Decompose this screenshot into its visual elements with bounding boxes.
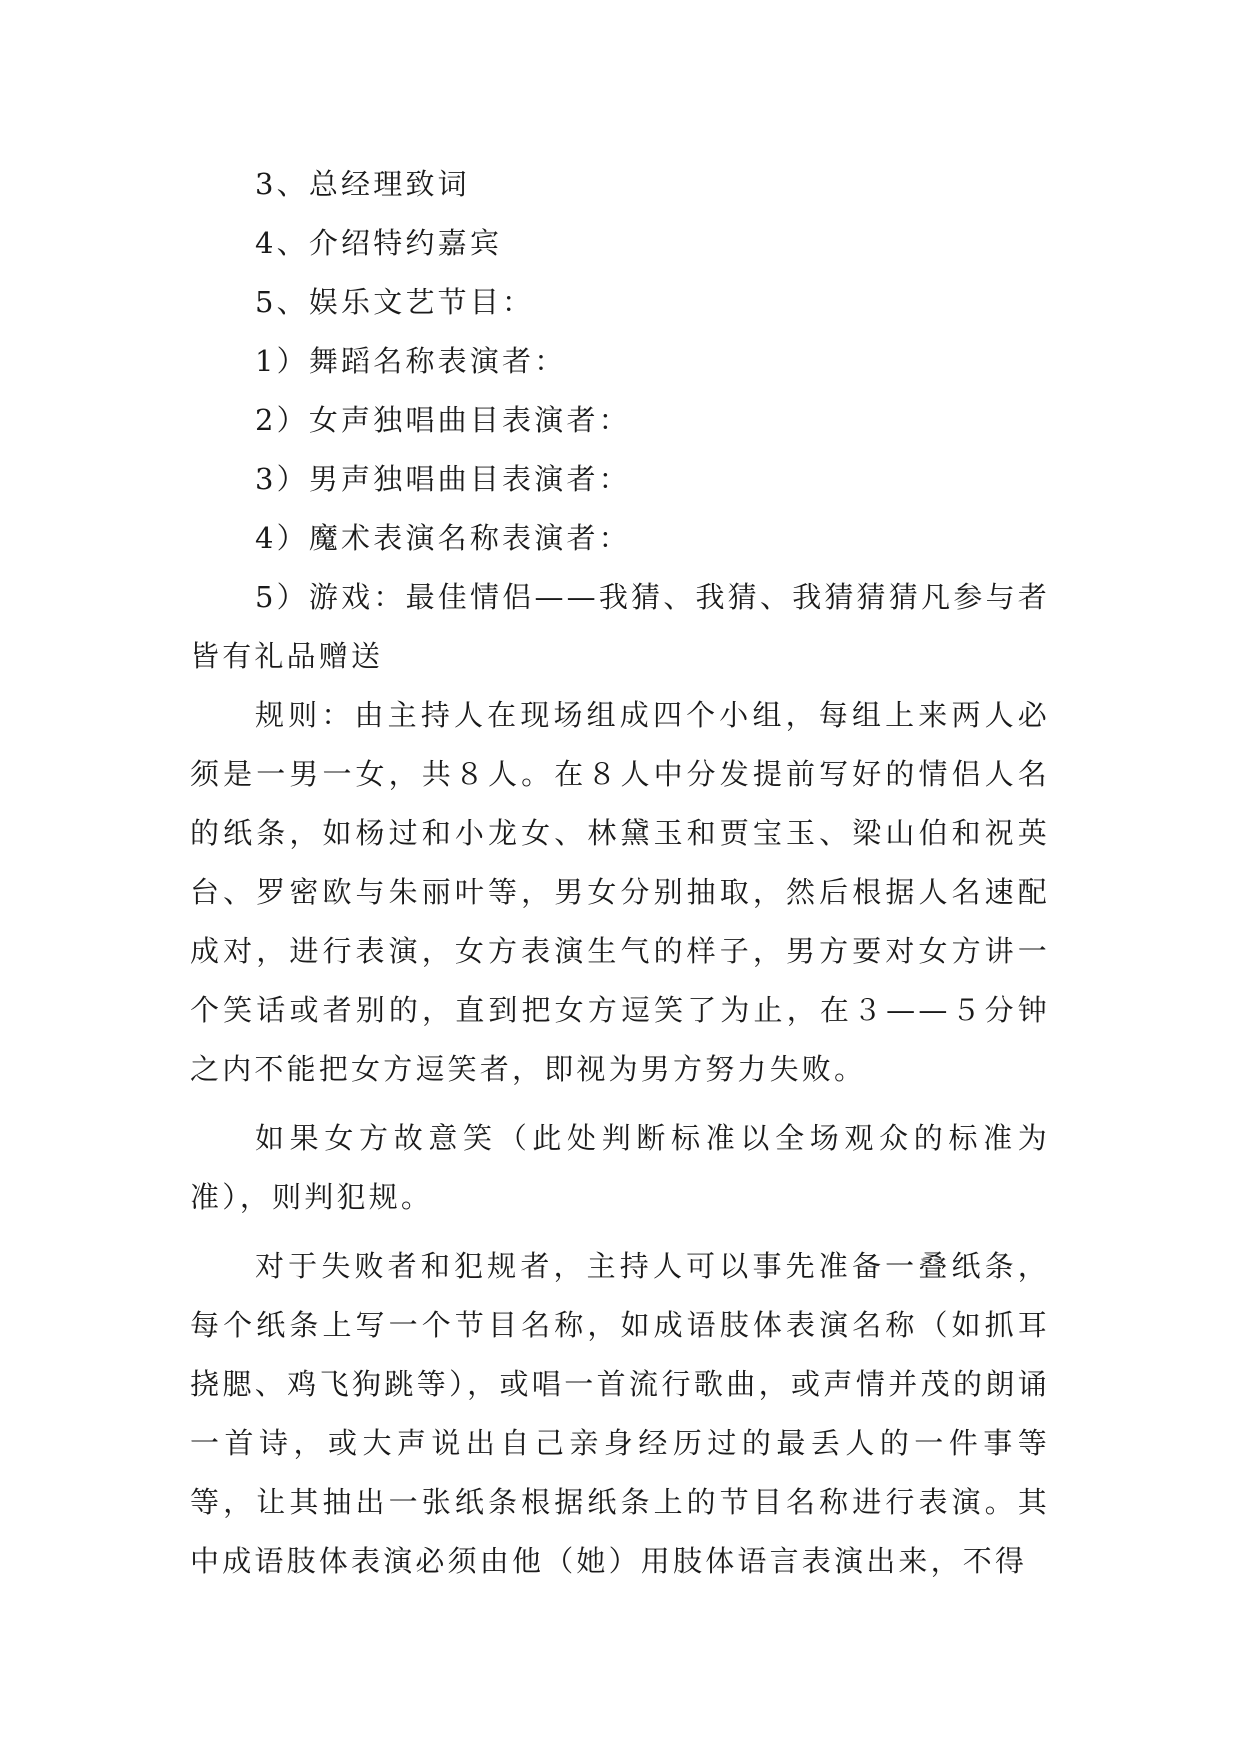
paragraph-guest-intro: 4、介绍特约嘉宾 bbox=[255, 226, 503, 260]
paragraph-foul: 如果女方故意笑（此处判断标准以全场观众的标准为准），则判犯规。 bbox=[190, 1121, 1050, 1214]
paragraph-dance: 1）舞蹈名称表演者： bbox=[255, 344, 567, 378]
document-body bbox=[190, 155, 1050, 1591]
paragraph-entertainment: 5、娱乐文艺节目： bbox=[255, 285, 535, 319]
paragraph-speech: 3、总经理致词 bbox=[255, 167, 470, 201]
paragraph-male-solo: 3）男声独唱曲目表演者： bbox=[255, 462, 631, 496]
paragraph-game: 5）游戏：最佳情侣——我猜、我猜、我猜猜猜凡参与者皆有礼品赠送 bbox=[190, 580, 1050, 673]
paragraph-female-solo: 2）女声独唱曲目表演者： bbox=[255, 403, 631, 437]
paragraph-penalty: 对于失败者和犯规者，主持人可以事先准备一叠纸条，每个纸条上写一个节目名称，如成语肢体表演名称（如抓耳挠腮、鸡飞狗跳等），或唱一首流行歌曲，或声情并茂的朗诵一首诗，或大声说出自己亲身经历过的最丢人的一件事等等，让其抽出一张纸条根据纸条上的节目名称进行表演。其中成语肢体表演必须由他（她）用肢体语言表演出来，不得 bbox=[190, 1249, 1050, 1578]
paragraph-rules: 规则：由主持人在现场组成四个小组，每组上来两人必须是一男一女，共８人。在８人中分发提前写好的情侣人名的纸条，如杨过和小龙女、林黛玉和贾宝玉、梁山伯和祝英台、罗密欧与朱丽叶等，男女分别抽取，然后根据人名速配成对，进行表演，女方表演生气的样子，男方要对女方讲一个笑话或者别的，直到把女方逗笑了为止，在３——５分钟之内不能把女方逗笑者，即视为男方努力失败。 bbox=[190, 698, 1050, 1086]
paragraph-magic: 4）魔术表演名称表演者： bbox=[255, 521, 631, 555]
